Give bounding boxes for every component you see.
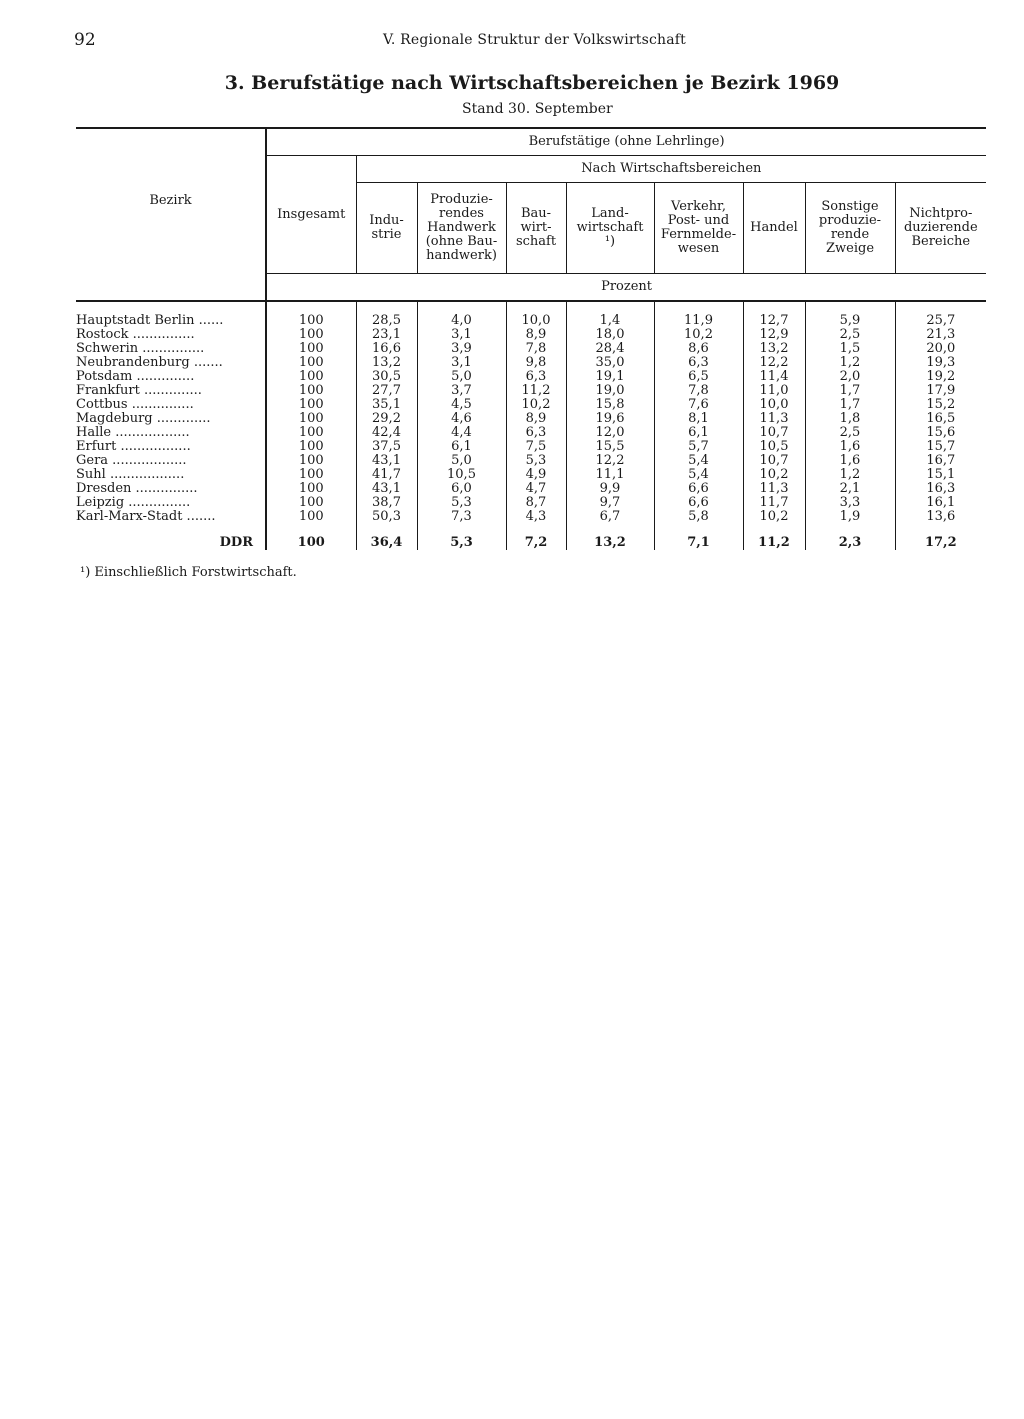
bezirk-name: Rostock ............... — [76, 328, 195, 342]
table-cell: 100 — [266, 398, 356, 412]
table-cell: 36,4 — [356, 524, 417, 550]
total-label: DDR — [219, 535, 253, 550]
table-cell: 100 — [266, 384, 356, 398]
table-cell: 11,3 — [743, 412, 805, 426]
table-cell: 13,2 — [356, 356, 417, 370]
table-cell: 2,1 — [805, 482, 895, 496]
column-header-sector: Nichtpro- duzierende Bereiche — [895, 183, 986, 274]
column-header-sector: Land- wirtschaft ¹) — [566, 183, 654, 274]
table-cell: 11,0 — [743, 384, 805, 398]
column-header-sector: Handel — [743, 183, 805, 274]
table-cell: 12,7 — [743, 314, 805, 328]
column-header-insgesamt: Insgesamt — [266, 156, 356, 274]
table-cell: 3,1 — [417, 328, 506, 342]
table-cell: 16,7 — [895, 454, 986, 468]
table-cell: 5,4 — [654, 468, 743, 482]
table-cell: 4,7 — [506, 482, 566, 496]
table-cell: 8,7 — [506, 496, 566, 510]
table-cell: 6,6 — [654, 496, 743, 510]
table-cell: 15,6 — [895, 426, 986, 440]
table-cell: 11,9 — [654, 314, 743, 328]
bezirk-name: Leipzig ............... — [76, 496, 191, 510]
table-cell: 6,1 — [654, 426, 743, 440]
table-cell: 1,2 — [805, 356, 895, 370]
table-cell: 10,7 — [743, 454, 805, 468]
table-cell: 38,7 — [356, 496, 417, 510]
bezirk-name: Halle .................. — [76, 426, 190, 440]
table-cell: 5,3 — [506, 454, 566, 468]
table-cell: 16,3 — [895, 482, 986, 496]
table-cell: 11,2 — [506, 384, 566, 398]
table-cell: 1,7 — [805, 384, 895, 398]
table-cell: 28,4 — [566, 342, 654, 356]
table-cell: 8,6 — [654, 342, 743, 356]
bezirk-name: Frankfurt .............. — [76, 384, 202, 398]
table-cell: 19,0 — [566, 384, 654, 398]
table-cell: 13,2 — [743, 342, 805, 356]
table-cell: 6,3 — [506, 370, 566, 384]
table-cell: 50,3 — [356, 510, 417, 524]
table-cell: 41,7 — [356, 468, 417, 482]
table-cell: 23,1 — [356, 328, 417, 342]
table-cell: 19,1 — [566, 370, 654, 384]
table-cell: 100 — [266, 342, 356, 356]
table-cell: 100 — [266, 496, 356, 510]
table-cell: 1,2 — [805, 468, 895, 482]
table-row — [76, 426, 986, 440]
table-cell: 12,2 — [566, 454, 654, 468]
table-cell: 17,2 — [895, 524, 986, 550]
bezirk-name: Erfurt ................. — [76, 440, 191, 454]
table-cell: 9,7 — [566, 496, 654, 510]
table-cell: 100 — [266, 454, 356, 468]
table-cell: 2,5 — [805, 328, 895, 342]
table-row — [76, 314, 986, 328]
table-cell: 4,4 — [417, 426, 506, 440]
table-row — [76, 370, 986, 384]
table-cell: 7,3 — [417, 510, 506, 524]
table-cell: 3,9 — [417, 342, 506, 356]
table-cell: 10,5 — [743, 440, 805, 454]
table-row — [76, 398, 986, 412]
table-cell: 10,2 — [743, 510, 805, 524]
table-cell: 7,2 — [506, 524, 566, 550]
running-head: V. Regionale Struktur der Volkswirtschaft — [383, 32, 686, 48]
table-row — [76, 356, 986, 370]
table-cell: 10,7 — [743, 426, 805, 440]
table-cell: 2,3 — [805, 524, 895, 550]
table-cell: 9,9 — [566, 482, 654, 496]
table-cell: 1,7 — [805, 398, 895, 412]
table-cell: 10,0 — [743, 398, 805, 412]
table-cell: 11,1 — [566, 468, 654, 482]
table-cell: 1,6 — [805, 440, 895, 454]
table-cell: 100 — [266, 426, 356, 440]
table-cell: 11,7 — [743, 496, 805, 510]
column-header-sector: Sonstige produzie- rende Zweige — [805, 183, 895, 274]
table-cell: 43,1 — [356, 482, 417, 496]
table-cell: 17,9 — [895, 384, 986, 398]
table-row — [76, 412, 986, 426]
table-cell: 8,9 — [506, 412, 566, 426]
table-row — [76, 482, 986, 496]
table-cell: 2,5 — [805, 426, 895, 440]
table-cell: 7,8 — [506, 342, 566, 356]
table-cell: 4,6 — [417, 412, 506, 426]
header-group: Berufstätige (ohne Lehrlinge) — [266, 128, 986, 156]
statistics-table — [76, 127, 986, 550]
bezirk-name: Karl-Marx-Stadt ....... — [76, 510, 216, 524]
table-cell: 1,9 — [805, 510, 895, 524]
table-cell: 100 — [266, 482, 356, 496]
table-cell: 7,8 — [654, 384, 743, 398]
total-row — [76, 524, 986, 550]
table-cell: 15,1 — [895, 468, 986, 482]
table-cell: 10,2 — [743, 468, 805, 482]
table-cell: 30,5 — [356, 370, 417, 384]
table-cell: 12,9 — [743, 328, 805, 342]
table-cell: 8,1 — [654, 412, 743, 426]
table-cell: 7,1 — [654, 524, 743, 550]
table-cell: 43,1 — [356, 454, 417, 468]
bezirk-name: Gera .................. — [76, 454, 187, 468]
table-cell: 100 — [266, 328, 356, 342]
bezirk-name: Hauptstadt Berlin ...... — [76, 314, 224, 328]
table-cell: 10,2 — [506, 398, 566, 412]
table-cell: 6,1 — [417, 440, 506, 454]
table-cell: 10,0 — [506, 314, 566, 328]
table-cell: 42,4 — [356, 426, 417, 440]
table-row — [76, 342, 986, 356]
table-cell: 4,5 — [417, 398, 506, 412]
table-cell: 18,0 — [566, 328, 654, 342]
bezirk-name: Cottbus ............... — [76, 398, 194, 412]
table-cell: 100 — [266, 440, 356, 454]
table-cell: 4,0 — [417, 314, 506, 328]
bezirk-name: Magdeburg ............. — [76, 412, 211, 426]
table-cell: 25,7 — [895, 314, 986, 328]
table-cell: 11,2 — [743, 524, 805, 550]
table-cell: 12,2 — [743, 356, 805, 370]
table-cell: 13,2 — [566, 524, 654, 550]
table-cell: 35,0 — [566, 356, 654, 370]
table-cell: 4,3 — [506, 510, 566, 524]
bezirk-name: Neubrandenburg ....... — [76, 356, 223, 370]
column-header-sector: Produzie- rendes Handwerk (ohne Bau- handwerk) — [417, 183, 506, 274]
table-cell: 5,4 — [654, 454, 743, 468]
header-subgroup: Nach Wirtschaftsbereichen — [356, 156, 986, 183]
table-cell: 5,3 — [417, 524, 506, 550]
table-cell: 27,7 — [356, 384, 417, 398]
table-cell: 6,5 — [654, 370, 743, 384]
table-cell: 100 — [266, 468, 356, 482]
table-cell: 1,4 — [566, 314, 654, 328]
table-cell: 11,4 — [743, 370, 805, 384]
table-cell: 35,1 — [356, 398, 417, 412]
table-row — [76, 454, 986, 468]
bezirk-name: Schwerin ............... — [76, 342, 205, 356]
unit-label: Prozent — [266, 274, 986, 302]
table-cell: 100 — [266, 524, 356, 550]
table-cell: 15,2 — [895, 398, 986, 412]
table-cell: 2,0 — [805, 370, 895, 384]
table-cell: 5,9 — [805, 314, 895, 328]
table-cell: 16,5 — [895, 412, 986, 426]
table-cell: 1,5 — [805, 342, 895, 356]
bezirk-name: Suhl .................. — [76, 468, 185, 482]
table-cell: 16,6 — [356, 342, 417, 356]
table-row — [76, 440, 986, 454]
bezirk-name: Dresden ............... — [76, 482, 198, 496]
column-header-sector: Indu- strie — [356, 183, 417, 274]
table-cell: 6,7 — [566, 510, 654, 524]
table-row — [76, 496, 986, 510]
column-header-sector: Bau- wirt- schaft — [506, 183, 566, 274]
table-cell: 3,1 — [417, 356, 506, 370]
table-cell: 5,7 — [654, 440, 743, 454]
table-cell: 6,0 — [417, 482, 506, 496]
table-cell: 7,6 — [654, 398, 743, 412]
table-cell: 100 — [266, 412, 356, 426]
table-row — [76, 510, 986, 524]
table-cell: 19,6 — [566, 412, 654, 426]
table-cell: 5,8 — [654, 510, 743, 524]
table-cell: 20,0 — [895, 342, 986, 356]
table-cell: 1,6 — [805, 454, 895, 468]
table-cell: 21,3 — [895, 328, 986, 342]
table-cell: 15,7 — [895, 440, 986, 454]
table-cell: 12,0 — [566, 426, 654, 440]
footnote: ¹) Einschließlich Forstwirtschaft. — [80, 565, 297, 580]
table-cell: 37,5 — [356, 440, 417, 454]
table-cell: 6,3 — [506, 426, 566, 440]
table-cell: 6,6 — [654, 482, 743, 496]
table-cell: 7,5 — [506, 440, 566, 454]
table-cell: 13,6 — [895, 510, 986, 524]
table-cell: 6,3 — [654, 356, 743, 370]
table-cell: 19,2 — [895, 370, 986, 384]
table-cell: 28,5 — [356, 314, 417, 328]
table-cell: 15,8 — [566, 398, 654, 412]
table-cell: 100 — [266, 314, 356, 328]
table-cell: 11,3 — [743, 482, 805, 496]
table-cell: 4,9 — [506, 468, 566, 482]
table-title: 3. Berufstätige nach Wirtschaftsbereichen je Bezirk 1969 — [224, 72, 840, 94]
table-cell: 100 — [266, 356, 356, 370]
table-cell: 3,7 — [417, 384, 506, 398]
table-cell: 19,3 — [895, 356, 986, 370]
table-row — [76, 468, 986, 482]
table-cell: 100 — [266, 370, 356, 384]
table-cell: 10,2 — [654, 328, 743, 342]
table-cell: 9,8 — [506, 356, 566, 370]
table-cell: 5,0 — [417, 370, 506, 384]
page-number: 92 — [74, 30, 96, 50]
table-cell: 10,5 — [417, 468, 506, 482]
bezirk-name: Potsdam .............. — [76, 370, 195, 384]
table-cell: 8,9 — [506, 328, 566, 342]
table-cell: 16,1 — [895, 496, 986, 510]
table-cell: 5,3 — [417, 496, 506, 510]
table-cell: 29,2 — [356, 412, 417, 426]
table-subtitle: Stand 30. September — [462, 101, 613, 117]
table-cell: 1,8 — [805, 412, 895, 426]
table-cell: 3,3 — [805, 496, 895, 510]
table-cell: 100 — [266, 510, 356, 524]
table-cell: 15,5 — [566, 440, 654, 454]
table-row — [76, 328, 986, 342]
column-header-sector: Verkehr, Post- und Fernmelde- wesen — [654, 183, 743, 274]
column-header-bezirk: Bezirk — [76, 128, 266, 274]
table-cell: 5,0 — [417, 454, 506, 468]
table-row — [76, 384, 986, 398]
